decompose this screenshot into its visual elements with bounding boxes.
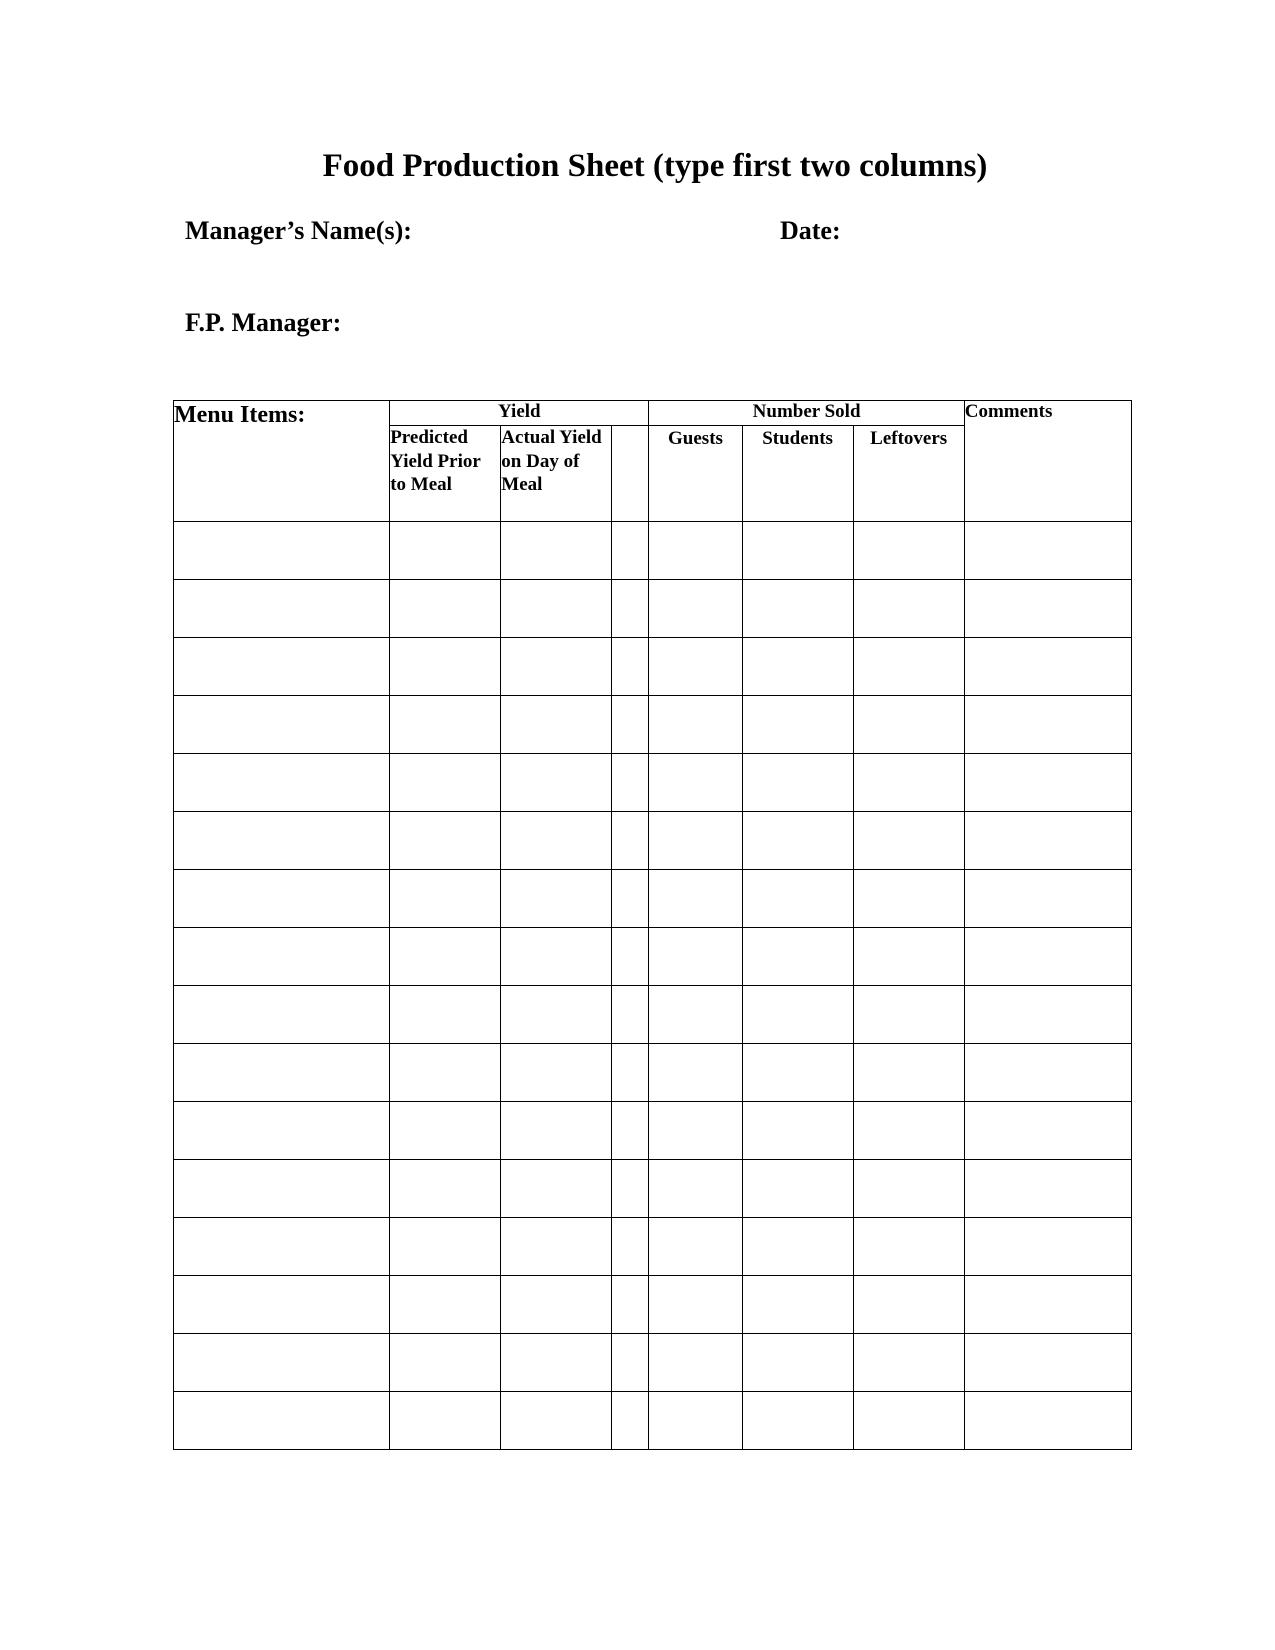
menu-item-cell[interactable] — [174, 522, 390, 580]
guests-cell[interactable] — [649, 1334, 742, 1392]
students-cell[interactable] — [742, 1276, 853, 1334]
menu-item-cell[interactable] — [174, 986, 390, 1044]
leftovers-cell[interactable] — [853, 928, 964, 986]
date-label: Date: — [780, 216, 841, 245]
guests-header: Guests — [649, 426, 742, 522]
blank-cell[interactable] — [612, 696, 649, 754]
table-row — [174, 522, 1132, 580]
menu-item-cell[interactable] — [174, 1276, 390, 1334]
leftovers-header: Leftovers — [853, 426, 964, 522]
predicted-yield-cell[interactable] — [390, 1102, 501, 1160]
predicted-yield-cell[interactable] — [390, 928, 501, 986]
menu-item-cell[interactable] — [174, 812, 390, 870]
predicted-yield-cell[interactable] — [390, 522, 501, 580]
comments-cell[interactable] — [964, 1160, 1131, 1218]
students-cell[interactable] — [742, 1218, 853, 1276]
students-cell[interactable] — [742, 1334, 853, 1392]
actual-yield-cell[interactable] — [501, 638, 612, 696]
menu-item-cell[interactable] — [174, 638, 390, 696]
students-cell[interactable] — [742, 1392, 853, 1450]
predicted-yield-cell[interactable] — [390, 870, 501, 928]
menu-item-cell[interactable] — [174, 1218, 390, 1276]
comments-cell[interactable] — [964, 928, 1131, 986]
comments-cell[interactable] — [964, 522, 1131, 580]
blank-cell[interactable] — [612, 1218, 649, 1276]
students-cell[interactable] — [742, 754, 853, 812]
leftovers-cell[interactable] — [853, 812, 964, 870]
comments-cell[interactable] — [964, 638, 1131, 696]
menu-item-cell[interactable] — [174, 1044, 390, 1102]
guests-cell[interactable] — [649, 1276, 742, 1334]
students-cell[interactable] — [742, 1044, 853, 1102]
blank-cell[interactable] — [612, 986, 649, 1044]
predicted-yield-cell[interactable] — [390, 1276, 501, 1334]
predicted-yield-cell[interactable] — [390, 1044, 501, 1102]
comments-cell[interactable] — [964, 696, 1131, 754]
leftovers-cell[interactable] — [853, 696, 964, 754]
comments-cell[interactable] — [964, 1044, 1131, 1102]
table-row — [174, 1218, 1132, 1276]
table-row — [174, 754, 1132, 812]
actual-yield-cell[interactable] — [501, 1044, 612, 1102]
actual-yield-cell[interactable] — [501, 812, 612, 870]
guests-cell[interactable] — [649, 1218, 742, 1276]
table-row — [174, 928, 1132, 986]
predicted-yield-cell[interactable] — [390, 1334, 501, 1392]
menu-item-cell[interactable] — [174, 580, 390, 638]
blank-cell[interactable] — [612, 754, 649, 812]
actual-yield-cell[interactable] — [501, 1218, 612, 1276]
blank-yield-header — [612, 426, 649, 522]
leftovers-cell[interactable] — [853, 580, 964, 638]
guests-cell[interactable] — [649, 754, 742, 812]
students-cell[interactable] — [742, 580, 853, 638]
table-row — [174, 1392, 1132, 1450]
table-row — [174, 696, 1132, 754]
actual-yield-cell[interactable] — [501, 928, 612, 986]
guests-cell[interactable] — [649, 638, 742, 696]
predicted-yield-cell[interactable] — [390, 580, 501, 638]
production-table — [173, 400, 1132, 1450]
blank-cell[interactable] — [612, 1276, 649, 1334]
comments-cell[interactable] — [964, 1102, 1131, 1160]
table-row — [174, 1102, 1132, 1160]
predicted-yield-cell[interactable] — [390, 1218, 501, 1276]
guests-cell[interactable] — [649, 870, 742, 928]
comments-cell[interactable] — [964, 1392, 1131, 1450]
actual-yield-cell[interactable] — [501, 754, 612, 812]
students-cell[interactable] — [742, 986, 853, 1044]
guests-cell[interactable] — [649, 986, 742, 1044]
guests-cell[interactable] — [649, 928, 742, 986]
predicted-yield-cell[interactable] — [390, 986, 501, 1044]
menu-item-cell[interactable] — [174, 1102, 390, 1160]
guests-cell[interactable] — [649, 1102, 742, 1160]
table-row — [174, 580, 1132, 638]
predicted-yield-cell[interactable] — [390, 696, 501, 754]
actual-yield-header: Actual Yield on Day of Meal — [501, 426, 612, 522]
page-title: Food Production Sheet (type first two columns) — [322, 148, 988, 184]
predicted-yield-cell[interactable] — [390, 638, 501, 696]
table-row — [174, 1044, 1132, 1102]
students-cell[interactable] — [742, 812, 853, 870]
students-cell[interactable] — [742, 638, 853, 696]
predicted-yield-cell[interactable] — [390, 754, 501, 812]
guests-cell[interactable] — [649, 522, 742, 580]
leftovers-cell[interactable] — [853, 1334, 964, 1392]
predicted-yield-cell[interactable] — [390, 812, 501, 870]
table-row — [174, 986, 1132, 1044]
menu-item-cell[interactable] — [174, 696, 390, 754]
table-row — [174, 1276, 1132, 1334]
comments-cell[interactable] — [964, 1276, 1131, 1334]
students-cell[interactable] — [742, 928, 853, 986]
actual-yield-cell[interactable] — [501, 1334, 612, 1392]
blank-cell[interactable] — [612, 1160, 649, 1218]
managers-name-label: Manager’s Name(s): — [185, 216, 412, 245]
blank-cell[interactable] — [612, 522, 649, 580]
leftovers-cell[interactable] — [853, 1392, 964, 1450]
table-row — [174, 1334, 1132, 1392]
leftovers-cell[interactable] — [853, 1044, 964, 1102]
number-sold-group-header: Number Sold — [649, 401, 964, 426]
table-row — [174, 638, 1132, 696]
comments-cell[interactable] — [964, 1218, 1131, 1276]
students-cell[interactable] — [742, 870, 853, 928]
leftovers-cell[interactable] — [853, 754, 964, 812]
blank-cell[interactable] — [612, 1392, 649, 1450]
menu-item-cell[interactable] — [174, 1160, 390, 1218]
guests-cell[interactable] — [649, 1160, 742, 1218]
leftovers-cell[interactable] — [853, 1276, 964, 1334]
actual-yield-cell[interactable] — [501, 1276, 612, 1334]
students-cell[interactable] — [742, 1160, 853, 1218]
leftovers-cell[interactable] — [853, 870, 964, 928]
table-row — [174, 812, 1132, 870]
actual-yield-cell[interactable] — [501, 1102, 612, 1160]
actual-yield-cell[interactable] — [501, 870, 612, 928]
comments-cell[interactable] — [964, 1334, 1131, 1392]
predicted-yield-cell[interactable] — [390, 1160, 501, 1218]
guests-cell[interactable] — [649, 1044, 742, 1102]
predicted-yield-cell[interactable] — [390, 1392, 501, 1450]
menu-item-cell[interactable] — [174, 870, 390, 928]
menu-item-cell[interactable] — [174, 928, 390, 986]
blank-cell[interactable] — [612, 580, 649, 638]
actual-yield-cell[interactable] — [501, 1392, 612, 1450]
menu-item-cell[interactable] — [174, 1392, 390, 1450]
comments-cell[interactable] — [964, 986, 1131, 1044]
actual-yield-cell[interactable] — [501, 1160, 612, 1218]
actual-yield-cell[interactable] — [501, 696, 612, 754]
comments-cell[interactable] — [964, 754, 1131, 812]
table-body — [174, 522, 1132, 1450]
blank-cell[interactable] — [612, 812, 649, 870]
blank-cell[interactable] — [612, 1334, 649, 1392]
guests-cell[interactable] — [649, 696, 742, 754]
leftovers-cell[interactable] — [853, 522, 964, 580]
actual-yield-cell[interactable] — [501, 986, 612, 1044]
blank-cell[interactable] — [612, 638, 649, 696]
blank-cell[interactable] — [612, 1102, 649, 1160]
comments-header: Comments — [964, 401, 1131, 522]
menu-item-cell[interactable] — [174, 754, 390, 812]
comments-cell[interactable] — [964, 870, 1131, 928]
menu-items-header: Menu Items: — [174, 401, 390, 522]
table-row — [174, 1160, 1132, 1218]
leftovers-cell[interactable] — [853, 1218, 964, 1276]
actual-yield-cell[interactable] — [501, 522, 612, 580]
predicted-yield-header: Predicted Yield Prior to Meal — [390, 426, 501, 522]
guests-cell[interactable] — [649, 812, 742, 870]
menu-item-cell[interactable] — [174, 1334, 390, 1392]
students-cell[interactable] — [742, 696, 853, 754]
leftovers-cell[interactable] — [853, 1102, 964, 1160]
students-header: Students — [742, 426, 853, 522]
leftovers-cell[interactable] — [853, 986, 964, 1044]
fp-manager-label: F.P. Manager: — [185, 308, 342, 337]
yield-group-header: Yield — [390, 401, 649, 426]
comments-cell[interactable] — [964, 580, 1131, 638]
blank-cell[interactable] — [612, 928, 649, 986]
comments-cell[interactable] — [964, 812, 1131, 870]
students-cell[interactable] — [742, 522, 853, 580]
blank-cell[interactable] — [612, 870, 649, 928]
actual-yield-cell[interactable] — [501, 580, 612, 638]
leftovers-cell[interactable] — [853, 1160, 964, 1218]
students-cell[interactable] — [742, 1102, 853, 1160]
guests-cell[interactable] — [649, 1392, 742, 1450]
blank-cell[interactable] — [612, 1044, 649, 1102]
guests-cell[interactable] — [649, 580, 742, 638]
table-row — [174, 870, 1132, 928]
leftovers-cell[interactable] — [853, 638, 964, 696]
